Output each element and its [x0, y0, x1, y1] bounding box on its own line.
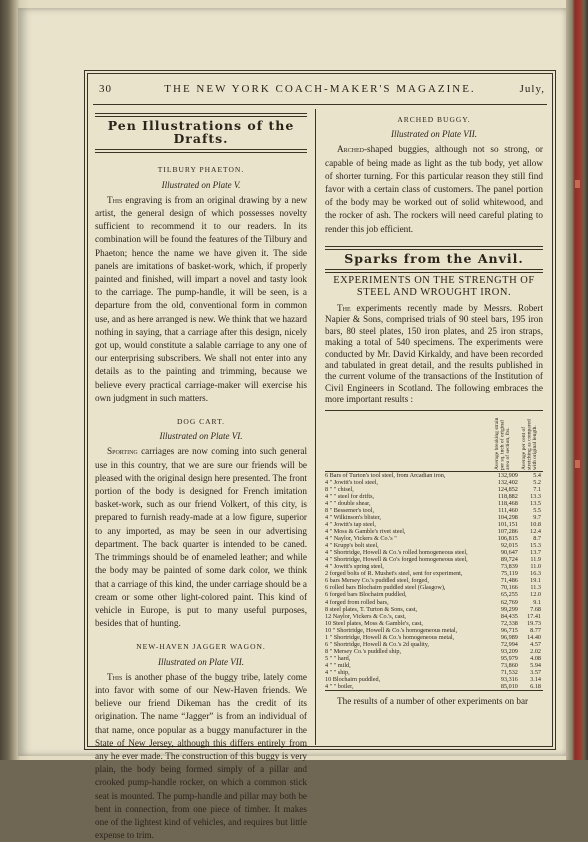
stretch-cell: 7.1 — [533, 485, 541, 493]
stretch-cell: 2.02 — [530, 647, 541, 655]
table-row — [325, 493, 543, 500]
strain-cell: 111,460 — [498, 506, 518, 514]
stretch-cell: 13.5 — [530, 499, 541, 507]
specimen-cell: 6 bars Mersey Co.'s puddled steel, forged, — [325, 577, 429, 585]
specimen-cell: 1 " Shortridge, Howell & Co.'s homogeneous metal, — [325, 633, 455, 641]
table-row — [325, 683, 543, 690]
table-row — [325, 641, 543, 648]
strain-cell: 90,647 — [500, 549, 518, 557]
plate-reference: Illustrated on Plate VII. — [158, 656, 244, 667]
strain-cell: 72,338 — [500, 619, 518, 627]
specimen-cell: 4 " Krupp's bolt steel, — [325, 542, 379, 550]
plate-reference: Illustrated on Plate V. — [161, 179, 241, 190]
stretch-cell: 5.4 — [533, 471, 541, 479]
plate-reference: Illustrated on Plate VI. — [159, 431, 243, 442]
stretch-cell: 9.7 — [533, 513, 541, 521]
magazine-title: THE NEW YORK COACH-MAKER'S MAGAZINE. — [164, 83, 476, 95]
specimen-cell: 4 " " boiler, — [325, 683, 354, 691]
specimen-cell: 6 Bars of Turton's tool steel, from Arcadian iron, — [325, 471, 446, 479]
strain-cell: 107,286 — [497, 528, 518, 536]
article-title: NEW-HAVEN JAGGER WAGON. — [136, 642, 266, 652]
specimen-cell: 10 " Shortridge, Howell & Co.'s homogeneous metal, — [325, 626, 458, 634]
strain-cell: 124,852 — [497, 485, 518, 493]
table-row — [325, 577, 543, 584]
stretch-cell: 4.57 — [530, 640, 541, 648]
strain-cell: 71,532 — [500, 669, 518, 676]
drop-word: This — [107, 194, 123, 205]
article-text: -shaped buggies, although not so strong, or capable of being made as light as the tub body, yet allow of shorter turning. For this particular reason they still find favor with a certain class of customers. The panel portion of the body may be worked out of solid whitewood, and the rocker of ash. The rockers will need careful plating to render this job efficient. — [325, 144, 543, 234]
issue-month: July, — [519, 83, 545, 95]
strain-cell: 73,839 — [500, 563, 518, 571]
table-row — [325, 549, 543, 556]
strain-cell: 75,119 — [501, 570, 518, 578]
stretch-cell: 17.41 — [527, 612, 541, 620]
article-text: engraving is from an original drawing by a new artist, the general design of which possesses novelty sufficient to recommend it to our readers. In its combination will be found the features of the Tilbury and Phaeton; hence the name we have given it. The side panels are imitations of basket-work, which, if properly painted and finished, will impart a novel and tasty look to the carriage. The pump-handle, it will be seen, is a departure from the old, conventional form in common use, and as here arranged is new. We think that we hazard nothing in saying, that a carriage after this design, nicely got up, would constitute a salable carriage to any one of our enterprising subscribers. We shall not enter into any details as to the painting and trimming, because we believe every practical carriage-maker will exercise his own judgment in such matters. — [95, 194, 307, 403]
strain-cell: 92,015 — [500, 542, 518, 550]
stretch-cell: 6.18 — [530, 683, 541, 691]
strain-cell: 72,994 — [500, 640, 518, 648]
section-title-drafts: Pen Illustrations of the Drafts. — [107, 118, 295, 147]
table-row — [325, 479, 543, 486]
specimen-cell: 6 forged bars Blochairn puddled, — [325, 591, 407, 599]
strain-cell: 71,486 — [500, 577, 518, 585]
table-row — [325, 662, 543, 669]
binding-mark — [575, 180, 580, 188]
header-rule — [93, 104, 547, 105]
stretch-cell: 19.1 — [530, 577, 541, 585]
strain-cell: 93,209 — [500, 647, 518, 655]
drop-word: This — [107, 671, 123, 682]
strain-cell: 96,989 — [500, 633, 518, 641]
page-number: 30 — [99, 83, 112, 95]
column-rule — [315, 109, 316, 745]
section-rule — [325, 246, 543, 250]
specimen-cell: 5 " " hard, — [325, 654, 351, 662]
strain-cell: 93,316 — [500, 676, 518, 684]
table-row — [325, 471, 543, 479]
strength-table-wrap — [325, 410, 543, 691]
table-row — [325, 535, 543, 542]
table-body — [325, 471, 543, 690]
stretch-cell: 13.3 — [530, 492, 541, 500]
stretch-cell: 4.08 — [530, 654, 541, 662]
specimen-cell: 4 " Jowitt's tool steel, — [325, 478, 378, 486]
strain-cell: 70,166 — [500, 584, 518, 592]
specimen-cell: 4 " Jowitt's tap steel, — [325, 521, 376, 529]
specimen-cell: 4 " Shortridge, Howell & Co.'s rolled homogeneous steel, — [325, 549, 468, 557]
specimen-cell: 4 " Moss & Gamble's rivet steel, — [325, 528, 406, 536]
column-header-strain: Average breaking strain per sq. inch of original area of section, lbs. — [490, 411, 518, 472]
article-headline: EXPERIMENTS ON THE STRENGTH OF STEEL AND WROUGHT IRON. — [333, 275, 535, 299]
specimen-cell: 4 " " mild, — [325, 661, 351, 669]
section-rule — [95, 149, 307, 153]
article-body — [325, 143, 543, 235]
table-row — [325, 528, 543, 535]
strain-cell: 96,715 — [500, 626, 518, 634]
table-row — [325, 620, 543, 627]
table-row — [325, 591, 543, 598]
strain-cell: 85,010 — [500, 683, 518, 691]
specimen-cell: 8 steel plates, T. Turton & Sons, cast, — [325, 605, 418, 613]
table-row — [325, 606, 543, 613]
section-title-anvil: Sparks from the Anvil. — [344, 250, 524, 266]
table-row — [325, 669, 543, 676]
table-row — [325, 570, 543, 577]
strain-cell: 62,769 — [500, 598, 518, 606]
stretch-cell: 5.2 — [533, 478, 541, 486]
stretch-cell: 5.94 — [530, 661, 541, 669]
continued-text: The results of a number of other experiments on bar — [337, 696, 529, 707]
article-body — [95, 194, 307, 405]
column-header-stretch: Average per cent of stretching as compared with original length. — [518, 411, 543, 472]
drop-word: The — [337, 303, 351, 314]
specimen-cell: 4 " " double shear, — [325, 499, 371, 507]
specimen-cell: 8 " Mersey Co.'s puddled ship, — [325, 647, 401, 655]
stretch-cell: 8.77 — [530, 626, 541, 634]
stretch-cell: 15.3 — [530, 542, 541, 550]
specimen-cell: 4 forged from rolled bars, — [325, 598, 389, 606]
specimen-cell: 8 " " chisel, — [325, 485, 354, 493]
table-row — [325, 676, 543, 683]
table-row — [325, 514, 543, 521]
strain-cell: 101,151 — [497, 521, 518, 529]
stretch-cell: 9.1 — [533, 598, 541, 606]
strain-cell: 104,298 — [497, 513, 518, 521]
strain-cell: 118,882 — [497, 492, 518, 500]
stretch-cell: 13.7 — [530, 549, 541, 557]
strain-cell: 118,468 — [497, 499, 518, 507]
stretch-cell: 14.40 — [527, 633, 541, 641]
table-row — [325, 486, 543, 493]
table-row — [325, 542, 543, 549]
article-body — [95, 445, 307, 630]
article-body — [95, 671, 307, 842]
strain-cell: 89,724 — [500, 556, 518, 564]
specimen-cell: 4 " Shortridge, Howell & Co's forged homogeneous steel, — [325, 556, 468, 564]
binding-mark — [575, 460, 580, 468]
stretch-cell: 3.57 — [530, 669, 541, 676]
stretch-cell: 11.9 — [530, 556, 541, 564]
stretch-cell: 16.3 — [530, 570, 541, 578]
specimen-cell: 6 rolled bars Blochairn puddled steel (Glasgow), — [325, 584, 446, 592]
specimen-cell: 12 Naylor, Vickers & Co.'s, cast, — [325, 612, 406, 620]
drop-word: Arched — [337, 144, 364, 155]
strain-cell: 132,402 — [497, 478, 518, 486]
specimen-cell: 4 " Jowitt's spring steel, — [325, 563, 384, 571]
stretch-cell: 7.68 — [530, 605, 541, 613]
specimen-cell: 10 Blochairn puddled, — [325, 676, 381, 684]
table-row — [325, 634, 543, 641]
article-title: TILBURY PHAETON. — [157, 165, 245, 175]
table-row — [325, 655, 543, 662]
binding-edge — [566, 0, 588, 760]
article-title: DOG CART. — [177, 417, 225, 427]
table-row — [325, 500, 543, 507]
stretch-cell: 8.7 — [533, 535, 541, 543]
stretch-cell: 12.0 — [530, 591, 541, 599]
strength-table — [325, 411, 543, 690]
table-row — [325, 627, 543, 634]
table-row — [325, 563, 543, 570]
left-column — [95, 111, 307, 842]
strain-cell: 84,435 — [500, 612, 518, 620]
specimen-cell: 4 " Wilkinson's blister, — [325, 513, 381, 521]
table-row — [325, 507, 543, 514]
stretch-cell: 3.14 — [530, 676, 541, 684]
table-row — [325, 584, 543, 591]
strain-cell: 132,909 — [497, 471, 518, 479]
table-header-row — [325, 411, 543, 472]
article-text: is another phase of the buggy tribe, lately come into favor with some of our New-Haven friends. We believe our friend Dikeman has the credit of its origination. The name “Jagger” is from an individual of that name, once popular as a buggy manufacturer in the State of New Jersey, although this differs entirely from any he ever made. The construction of this buggy is very plain, the body being formed simply of a pillar and crooked pump-handle rocker, on which a common stick seat is mounted. The pump-handle and pillar may both be bent in connection, from one piece of timber. It makes one of the lightest kind of vehicles, and requires but little expense to trim. — [95, 671, 307, 841]
specimen-cell: 10 Steel plates, Moss & Gamble's, cast, — [325, 619, 423, 627]
section-rule — [325, 269, 543, 273]
specimen-cell: 4 " " ship, — [325, 669, 350, 676]
stretch-cell: 19.73 — [527, 619, 541, 627]
page-frame — [84, 70, 556, 841]
section-rule — [95, 113, 307, 117]
strain-cell: 95,979 — [500, 654, 518, 662]
specimen-cell: 2 forged bolts of R. Mushet's steel, sent for experiment, — [325, 570, 463, 578]
article-text: experiments recently made by Messrs. Robert Napier & Sons, comprised trials of 90 steel bars, 195 iron bars, 80 steel plates, 150 iron plates, and 25 iron straps, making a total of 540 specimens. The experiments were conducted by Mr. David Kirkaldy, and have been recorded and tabulated in great detail, and the results published in the current volume of the transactions of the Institution of Civil Engineers in Scotland. The following embraces the more important results : — [325, 303, 543, 405]
strain-cell: 99,299 — [500, 605, 518, 613]
running-header — [95, 81, 545, 99]
stretch-cell: 11.0 — [530, 563, 541, 571]
right-column — [325, 111, 543, 708]
stretch-cell: 5.5 — [533, 506, 541, 514]
table-row — [325, 613, 543, 620]
stretch-cell: 12.4 — [530, 528, 541, 536]
table-row — [325, 648, 543, 655]
strain-cell: 65,255 — [500, 591, 518, 599]
specimen-cell: 8 " Bessemer's tool, — [325, 506, 375, 514]
specimen-cell: 6 " Shortridge, Howell & Co.'s 2d quality, — [325, 640, 429, 648]
specimen-cell: 4 " Naylor, Vickers & Co.'s " — [325, 535, 397, 543]
plate-reference: Illustrated on Plate VII. — [391, 129, 477, 140]
stretch-cell: 10.8 — [530, 521, 541, 529]
article-body — [325, 303, 543, 406]
strain-cell: 73,860 — [500, 661, 518, 669]
article-title: ARCHED BUGGY. — [397, 115, 471, 124]
stretch-cell: 11.3 — [530, 584, 541, 592]
drop-word: Sporting — [107, 446, 138, 457]
table-row — [325, 599, 543, 606]
strain-cell: 106,815 — [497, 535, 518, 543]
table-row — [325, 521, 543, 528]
specimen-cell: 4 " " steel for drifts, — [325, 492, 375, 500]
table-row — [325, 556, 543, 563]
article-text: carriages are now coming into such general use in this country, that we are sure our friends will be pleased with the original design here presented. The front portion of the body is designed for French imitation basket-work, such as our friend Volkert, of this city, is prepared to furnish ready-made at a low figure, superior to any imported, as may be seen in our advertising department. The back quarter is intended to be caned. The trimmings should be of enameled leather; and while the body may be painted of some dark color, we think that a carriage of this kind, the under carriage should be a cream or some other light-colored paint. This kind of vehicle in Europe, is put to many useful purposes, besides that of hunting. — [95, 446, 307, 629]
